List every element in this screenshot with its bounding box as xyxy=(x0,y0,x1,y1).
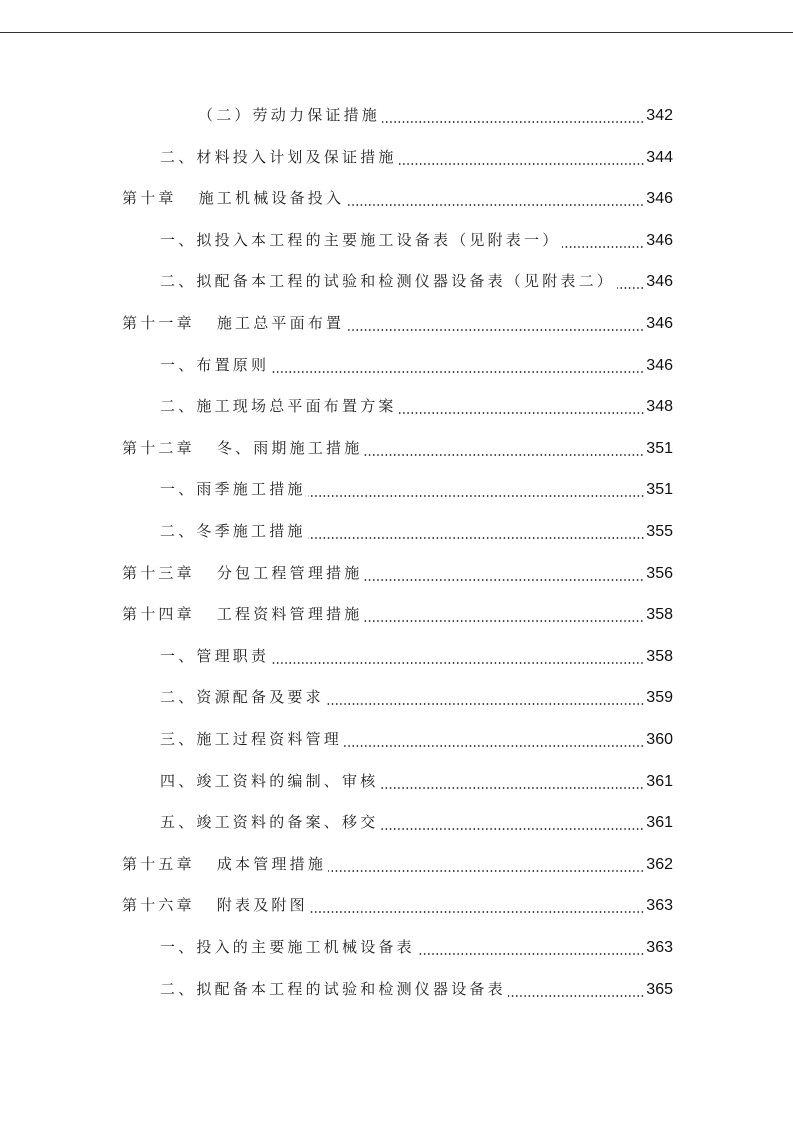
entry-title-text: 二、材料投入计划及保证措施 xyxy=(160,147,397,166)
toc-section-entry[interactable] xyxy=(160,811,673,837)
toc-entry-title xyxy=(160,478,306,499)
toc-entry-title xyxy=(122,437,362,458)
toc-chapter-entry[interactable] xyxy=(122,187,673,213)
entry-title-text: 一、管理职责 xyxy=(160,646,270,665)
page-number: 360 xyxy=(646,731,673,748)
page-number: 359 xyxy=(646,689,673,707)
toc-section-entry[interactable] xyxy=(160,146,673,172)
toc-entry-title xyxy=(122,562,362,583)
toc-entry-title xyxy=(160,936,415,957)
toc-entry-title xyxy=(160,229,560,250)
page-number: 358 xyxy=(646,647,673,665)
dot-leader xyxy=(380,828,644,830)
entry-title-text: 一、投入的主要施工机械设备表 xyxy=(160,938,415,956)
page-number: 355 xyxy=(646,523,673,540)
toc-section-entry[interactable] xyxy=(160,645,673,671)
chapter-number: 第十六章 xyxy=(122,896,195,915)
page-number: 346 xyxy=(646,273,673,291)
chapter-number: 第十一章 xyxy=(122,314,195,332)
dot-leader xyxy=(271,662,644,664)
header-rule xyxy=(0,32,793,33)
page-number: 365 xyxy=(646,980,673,998)
page-number: 348 xyxy=(646,398,673,416)
page-number: 351 xyxy=(646,439,673,457)
page-number: 361 xyxy=(646,772,673,790)
entry-title-text: 三、施工过程资料管理 xyxy=(160,730,343,748)
dot-leader xyxy=(617,287,644,289)
entry-title-text: 工程资料管理措施 xyxy=(216,605,363,624)
toc-section-entry[interactable] xyxy=(160,229,673,255)
page-number: 346 xyxy=(646,190,673,208)
dot-leader xyxy=(308,537,645,539)
entry-title-text: 施工机械设备投入 xyxy=(198,189,345,208)
dot-leader xyxy=(399,163,645,165)
entry-title-text: 二、拟配备本工程的试验和检测仪器设备表（见附表二） xyxy=(160,272,616,291)
toc-entry-title xyxy=(160,354,269,375)
toc-chapter-entry[interactable] xyxy=(122,894,673,920)
toc-section-entry[interactable] xyxy=(160,478,673,504)
page-number: 363 xyxy=(646,939,673,956)
toc-chapter-entry[interactable] xyxy=(122,437,673,463)
toc-entry-title xyxy=(160,146,397,167)
dot-leader xyxy=(364,620,644,622)
dot-leader xyxy=(346,204,644,206)
page-number: 363 xyxy=(646,897,673,915)
entry-title-text: 冬、雨期施工措施 xyxy=(216,438,363,457)
dot-leader xyxy=(310,911,644,913)
chapter-number: 第十五章 xyxy=(122,854,195,873)
toc-entry-title xyxy=(160,645,269,666)
toc-chapter-entry[interactable] xyxy=(122,853,673,879)
dot-leader xyxy=(382,121,644,123)
toc-section-entry[interactable] xyxy=(160,395,673,421)
toc-section-entry[interactable] xyxy=(160,270,673,296)
toc-chapter-entry[interactable] xyxy=(122,312,673,338)
toc-section-entry[interactable] xyxy=(160,770,673,796)
chapter-number: 第十三章 xyxy=(122,563,195,582)
toc-entry-title xyxy=(160,395,397,416)
toc-entry-title xyxy=(160,770,378,791)
toc-entry-title xyxy=(198,104,380,125)
entry-title-text: 二、施工现场总平面布置方案 xyxy=(160,397,397,416)
toc-section-entry[interactable] xyxy=(160,686,673,712)
entry-title-text: （二）劳动力保证措施 xyxy=(198,106,381,124)
toc-chapter-entry[interactable] xyxy=(122,603,673,629)
dot-leader xyxy=(364,579,644,581)
toc-entry-title xyxy=(122,603,362,624)
chapter-number: 第十二章 xyxy=(122,438,195,457)
dot-leader xyxy=(380,787,644,789)
toc-entry-title xyxy=(160,686,324,707)
toc-entry-title xyxy=(160,811,378,832)
entry-title-text: 成本管理措施 xyxy=(216,854,327,873)
dot-leader xyxy=(326,703,644,705)
toc-section-entry[interactable] xyxy=(160,978,673,1004)
chapter-number: 第十章 xyxy=(122,189,177,208)
entry-title-text: 二、资源配备及要求 xyxy=(160,688,324,707)
dot-leader xyxy=(271,371,644,373)
page-number: 346 xyxy=(646,356,673,374)
dot-leader xyxy=(508,995,644,997)
page-number: 342 xyxy=(646,107,673,124)
dot-leader xyxy=(328,870,644,872)
dot-leader xyxy=(562,246,644,248)
toc-entry-title xyxy=(122,187,344,208)
entry-title-text: 一、拟投入本工程的主要施工设备表（见附表一） xyxy=(160,230,561,249)
page-number: 358 xyxy=(646,606,673,624)
entry-title-text: 附表及附图 xyxy=(216,896,308,915)
toc-entry-title xyxy=(122,853,326,874)
page-number: 346 xyxy=(646,315,673,332)
toc-entry-title xyxy=(122,894,308,915)
toc-chapter-entry[interactable] xyxy=(122,562,673,588)
dot-leader xyxy=(308,495,645,497)
toc-section-entry[interactable] xyxy=(160,520,673,546)
entry-title-text: 一、布置原则 xyxy=(160,355,270,374)
dot-leader xyxy=(344,745,644,747)
page-number: 351 xyxy=(646,481,673,499)
page-number: 362 xyxy=(646,855,673,873)
page-number: 356 xyxy=(646,564,673,582)
entry-title-text: 二、冬季施工措施 xyxy=(160,522,306,540)
entry-title-text: 四、竣工资料的编制、审核 xyxy=(160,771,379,790)
dot-leader xyxy=(364,454,644,456)
entry-title-text: 施工总平面布置 xyxy=(216,314,345,332)
entry-title-text: 分包工程管理措施 xyxy=(216,563,363,582)
entry-title-text: 二、拟配备本工程的试验和检测仪器设备表 xyxy=(160,979,506,998)
entry-title-text: 五、竣工资料的备案、移交 xyxy=(160,813,379,832)
page-number: 344 xyxy=(646,148,673,166)
dot-leader xyxy=(399,412,645,414)
dot-leader xyxy=(417,953,644,955)
chapter-number: 第十四章 xyxy=(122,605,195,624)
toc-section-entry[interactable] xyxy=(160,936,673,962)
toc-entry-title xyxy=(160,978,506,999)
toc-section-entry[interactable] xyxy=(160,728,673,754)
entry-title-text: 一、雨季施工措施 xyxy=(160,480,306,499)
page-number: 361 xyxy=(646,814,673,832)
dot-leader xyxy=(346,329,644,331)
toc-section-entry[interactable] xyxy=(160,354,673,380)
toc-entry-title xyxy=(122,312,344,333)
toc-entry-title xyxy=(160,728,342,749)
toc-entry-title xyxy=(160,270,615,291)
toc-entry-title xyxy=(160,520,306,541)
page-number: 346 xyxy=(646,231,673,249)
toc-section-entry[interactable] xyxy=(198,104,673,130)
